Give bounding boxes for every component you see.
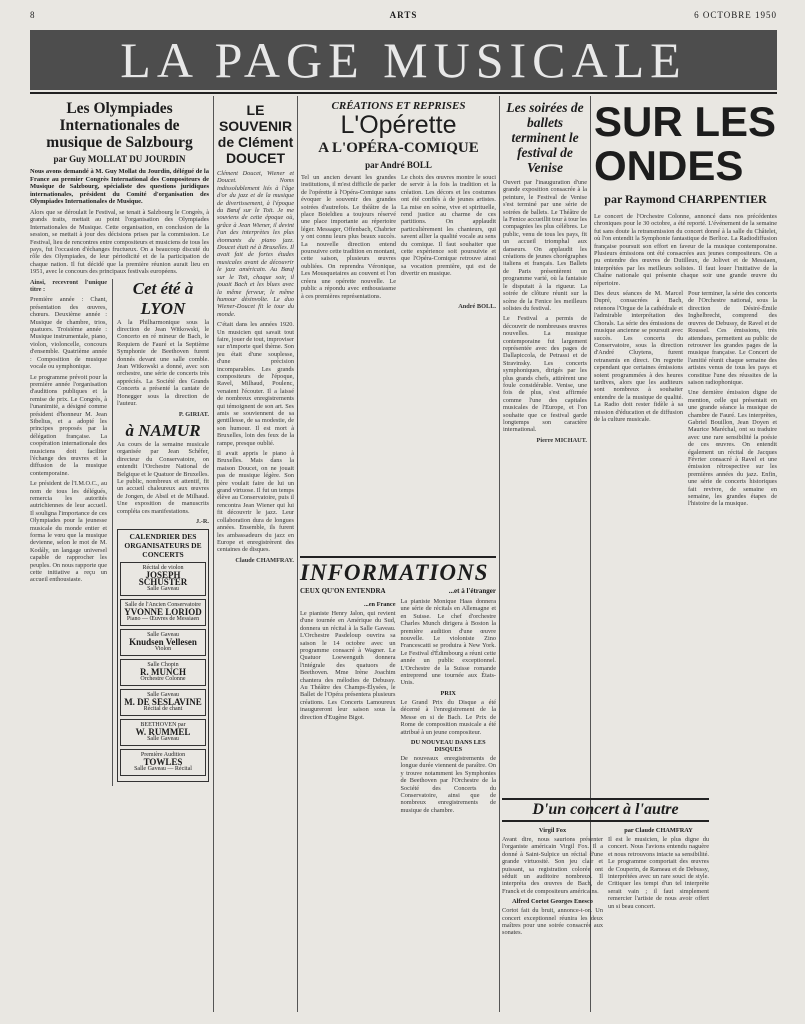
concert-ad-top: Salle Gaveau [147,692,179,699]
concert-ad-top: Salle Gaveau [147,632,179,639]
issue-date: 6 OCTOBRE 1950 [694,10,777,20]
prizes-title: Ainsi, recevront l'unique titre : [30,278,107,294]
article-title: L'Opérette [340,111,457,139]
article-body: Clément Doucet, Wiener et Doucet. Noms indissolublement liés à l'âge d'or du jazz et de la musique de divertissement, à l'époque du Bœuf sur le Toit. Je me souviens de cette époque où, grâce à Jean Wiener, il devint l'un des interprètes les plus étonnants du piano jazz. Doucet était né à Bruxelles. Il avait fait de fortes études musicales avant de découvrir le jazz américain. Au Bœuf sur le Toit, chaque soir, il jouait Bach et les blues avec la même ferveur, le même humour désinvolte. Le duo Wiener-Doucet fit le tour du monde. [217,170,294,318]
concert-ad-sub: Salle Gaveau [147,736,179,743]
en-france-label: ...en France [364,601,396,608]
concert-ad-sub: Salle Gaveau — Récital [134,766,192,773]
concert-ad-top: Salle Chopin [147,662,179,669]
disques-body: De nouveaux enregistrements de longue durée viennent de paraître. On y trouve notamment les Symphonies de Beethoven par l'Orchestre de la Société des Concerts du Conservatoire, ainsi que de nombreux enregistrements de musique de chambre. [400,754,496,814]
informations-section [300,556,496,1008]
article-operette [301,96,496,552]
article-title: Les soirées de ballets terminent le festival de Venise [506,100,584,175]
concert-title: D'un concert à l'autre [502,798,709,822]
concert-body-3: Il est le musicien, le plus digne du concert. Nous l'avions entendu naguère et nous retrouvons intacte sa sensibilité. Le programme comportait des œuvres de Couperin, de Rameau et de Debussy, interprétées avec un rare souci de style. Critiquer les tempi d'un tel interprète serait vain ; il faut simplement remercier l'artiste de nous avoir offert un si beau concert. [608,836,709,910]
informations-body: Le pianiste Henry Jalon, qui revient d'une tournée en Amérique du Sud, donnera un récital à la Salle Gaveau. L'Orchestre Pasdeloup ouvrira sa saison le 14 octobre avec un programme consacré à Wagner. Le Quatuor Loewenguth donnera l'intégrale des quatuors de Beethoven. Mme Irène Joachim chantera des mélodies de Debussy. Au Théâtre des Champs-Élysées, le Ballet de l'Opéra présentera plusieurs créations. Les Concerts Lamoureux inaugureront leur saison sous la direction d'Eugène Bigot. [300,610,396,721]
page-header [30,8,777,22]
article-subtitle: A L'OPÉRA-COMIQUE [318,140,479,156]
concert-ad-sub: Piano — Œuvres de Messiaen [126,616,200,623]
concert-ad-sub: Orchestre Colonne [140,676,186,683]
concert-ad-name: YVONNE LORIOD [124,607,202,618]
column-rule [297,96,298,1012]
concert-body-1: Avant dire, nous saurions présenter l'organiste américain Virgil Fox. Il a donné à Saint-Sulpice un récital d'une grande virtuosité. Son jeu clair et puissant, sa registration colorée ont séduit un auditoire nombreux. Il interpréta des œuvres de Bach, de Franck et de compositeurs américains. [502,836,603,895]
page-number: 8 [30,10,35,20]
concert-ad [120,719,206,746]
column-rule [499,96,500,1012]
prizes-list: Première année : Chant, présentation des œuvres, chœurs. Deuxième année : Musique de chambre, trios, quatuors. Troisième année : Musique instrumentale, piano, violon, violoncelle, concours d'ensemble. Quatrième année : Composition de musique vocale ou symphonique. [30,296,107,371]
article-title: Les Olympiades Internationales de musique de Salzbourg [46,100,193,151]
concert-ad [120,689,206,716]
informations-left-subtitle: CEUX QU'ON ENTENDRA [300,587,386,595]
informations-body-2: La pianiste Monique Haas donnera une série de récitals en Allemagne et en Suisse. Le chef d'orchestre Charles Munch dirigera à Boston la première audition d'une œuvre nouvelle. Le violoniste Zino Francescatti se produira à New York. Le Festival d'Édimbourg a réuni cette année un public exceptionnel. L'Orchestre de la Suisse romande entreprend une tournée aux États-Unis. [400,598,496,687]
section-banner: LA PAGE MUSICALE [30,30,777,90]
concert-ad-top: Récital de violon [142,565,184,572]
namur-body: Au cours de la semaine musicale organisée par Jean Schéfer, directeur du Conservatoire, on entendit l'Orchestre National de Belgique et le Quatuor de Bruxelles. Le public, nombreux et attentif, fit un accueil chaleureux aux œuvres de Jongen, de Absil et de Milhaud. Une exposition de manuscrits compléta ces manifestations. [117,440,209,515]
concert-name-1: Virgil Fox [538,827,567,834]
namur-title: à NAMUR [125,420,201,440]
article-body-2: Le programme prévoit pour la première année l'organisation d'auditions publiques et la remise de prix. Le Congrès, à l'unanimité, a désigné comme président d'honneur M. Jean Sibelius, et a adopté les principes proposés par la délégation française. La coopération internationale des musiciens doit faciliter l'échange des œuvres et la diffusion de la musique contemporaine. [30,373,107,477]
concert-ad-name: Knudsen Vellesen [129,637,197,648]
column-rule [213,96,214,1012]
publication-name: ARTS [389,10,418,20]
lyon-signature: P. GIRIAT. [178,410,209,418]
article-intro: Nous avons demandé à M. Guy Mollat du Jourdin, délégué de la France au premier Congrès International des Compositeurs de Musique de Salzbourg, spécialiste des questions juridiques internationales, président du Comité d'organisation des Olympiades Internationales de Musique. [30,168,209,206]
article-signature: André BOLL. [458,302,496,310]
article-title: LE SOUVENIR de Clément DOUCET [217,102,294,166]
concert-name-2: Alfred Cortot Georges Enesco [512,898,593,906]
article-body-2: Le Festival a permis de découvrir de nombreuses œuvres nouvelles. La musique contemporaine fut largement représentée avec des pages de Dallapiccola, de Petrassi et de Stravinsky. Les concerts symphoniques, dirigés par les plus grands chefs, attirèrent une foule considérable. Venise, une fois de plus, s'est affirmée comme l'une des capitales musicales de l'Europe, et l'on souhaite que ce festival garde longtemps son caractère international. [503,315,587,434]
calendar-ads [120,562,206,776]
article-body: Tel un ancien devant les grandes institutions, il m'est difficile de parler de l'opérette à l'Opéra-Comique sans évoquer le souvenir des grandes soirées d'autrefois. Le théâtre de la place Boieldieu a toujours réservé une place importante au répertoire léger. Messager, Offenbach, Chabrier y ont connu leurs plus beaux succès. La nouvelle direction entend poursuivre cette tradition en montant, cette saison, plusieurs œuvres oubliées. On reprendra Véronique, Les Mousquetaires au couvent et l'on créera une opérette nouvelle. Le public a répondu avec enthousiasme à ces premières représentations. [301,174,396,300]
article-ondes [594,96,777,1012]
concert-ad-sub: Violon [154,646,172,653]
article-signature: Pierre MICHAUT. [536,436,587,444]
prix-body: Le Grand Prix du Disque a été décerné à l'enregistrement de la Messe en si de Bach. Le Prix de Rome de composition musicale a été attribué à un jeune compositeur. [400,698,496,736]
article-body-3: Le président de l'I.M.O.C., au nom de tous les délégués, remercia les autorités autrichiennes de leur accueil. Il souligna l'importance de ces Olympiades pour la jeunesse musicale du monde entier et forma le vœu que la musique devienne, selon le mot de M. Kodály, un langage universel capable de rapprocher les peuples. On nous rapporte que cette initiative a reçu un accueil enthousiaste. [30,480,107,584]
concert-body-2: Cortot fait du bruit, annonce-t-on. Un concert exceptionnel réunira les deux maîtres pour une soirée consacrée aux sonates. [502,907,603,937]
informations-right-subtitle: ...et à l'étranger [448,587,496,595]
disques-title: DU NOUVEAU DANS LES DISQUES [410,738,486,753]
article-doucet [217,96,294,1012]
banner-rule [30,92,777,94]
concert-ad [120,629,206,656]
concert-ad-name: JOSEPH SCHUSTER [138,570,188,588]
concert-ad-sub: Récital de chant [143,706,183,713]
article-body: Ouvert par l'inauguration d'une grande exposition consacrée à la peinture, le Festival de Venise s'est terminé par une série de soirées de ballets. Le Théâtre de la Fenice accueillit tour à tour les compagnies les plus célèbres. Le public, venu de tous les pays, fit un accueil triomphal aux danseurs. On applaudit les créations de jeunes chorégraphes italiens et français. Les Ballets de Paris présentèrent un programme varié, où la fantaisie le disputait à la rigueur. La soirée de clôture réunit sur la scène de la Fenice les meilleurs solistes du festival. [503,179,587,312]
concert-ad-name: M. DE SESLAVINE [124,697,202,708]
article-body-3: Il avait appris le piano à Bruxelles. Mais dans la maison Doucet, on ne jouait pas de musique légère. Son père voulait faire de lui un grand virtuose. Il fut un temps élève au Conservatoire, puis il rencontra Jean Wiener qui lui fit découvrir le jazz. Leur collaboration dura de longues années. Ensemble, ils furent les ambassadeurs du jazz en Europe et enregistrèrent des centaines de disques. [217,450,294,554]
article-body: Le concert de l'Orchestre Colonne, annoncé dans nos précédentes chroniques pour le 30 octobre, a été reporté. L'événement de la semaine fut sans doute la retransmission du concert donné à la salle du Châtelet, où l'on entendit la Symphonie fantastique de Berlioz. La Radiodiffusion française poursuit son effort en faveur de la musique contemporaine. Plusieurs émissions ont été consacrées aux jeunes compositeurs. On a pu entendre des œuvres de Dutilleux, de Jolivet et de Messiaen, interprétées par les meilleurs solistes. Il faut louer l'initiative de la Chaîne nationale qui présente chaque soir une grande œuvre du répertoire. [594,213,777,287]
article-body-3: Pour terminer, la série des concerts de l'Orchestre national, sous la direction de Désiré-Émile Inghelbrecht, comprend des œuvres de Debussy, de Ravel et de Roussel. Ces émissions, très attendues, permettent au public de retrouver les grandes pages de la musique française. Le Concert de l'amitié réunit chaque semaine des artistes venus de tous les pays et constitue l'une des réussites de la saison radiophonique. [688,290,777,386]
lyon-body: A la Philharmonique sous la direction de Jean Witkowski, le Concerto en ré mineur de Bach, le Requiem de Fauré et la Septième Symphonie de Beethoven furent donnés devant une salle comble. Jean Witkowski a donné, avec son orchestre, une série de concerts très appréciés. La Société des Grands Concerts a présenté la cantate de Honegger sous la direction de l'auteur. [117,318,209,408]
concert-ad-top: Salle de l'Ancien Conservatoire [125,602,201,609]
concert-ad-name: R. MUNCH [140,667,186,678]
article-body-2: Des deux séances de M. Marcel Dupré, consacrées à Bach, retenons l'Orgue de la cathédrale et l'admirable interprétation des Chorals. La série des émissions de musique ancienne se poursuit avec succès. Les concerts du Conservatoire, sous la direction d'André Cluytens, furent retransmis en direct. On regrette cependant que certaines émissions soient programmées à des heures tardives, alors que les auditeurs sont nombreux à souhaiter entendre de la musique de qualité. La Radio doit rester fidèle à sa mission d'éducation et de diffusion de la culture musicale. [594,290,683,423]
concert-ad-top: Première Audition [140,752,186,759]
concert-ad [120,659,206,686]
concert-ad-name: TOWLES [143,757,183,768]
concert-ad-name: W. RUMMEL [135,727,191,738]
article-byline: par André BOLL [365,160,432,170]
article-byline: par Guy MOLLAT DU JOURDIN [53,154,186,164]
concert-calendar [117,529,209,782]
informations-title: INFORMATIONS [300,560,489,585]
article-byline: par Raymond CHARPENTIER [604,192,767,206]
article-kicker: CRÉATIONS ET REPRISES [331,100,466,112]
article-body-2: Le choix des œuvres montre le souci de servir à la fois la tradition et la création. Les décors et les costumes ont été confiés à de jeunes artistes. La mise en scène, vive et spirituelle, rend justice au charme de ces partitions. On applaudit particulièrement les chanteurs, qui savent allier la qualité vocale au sens du comique. Il faut souhaiter que cette expérience soit poursuivie et que l'Opéra-Comique retrouve ainsi sa vocation première, qui est de divertir en musique. [401,174,496,278]
article-title: SUR LES ONDES [594,98,777,189]
concert-ad [120,562,206,596]
lyon-title: Cet été à LYON [132,278,194,318]
concert-ad-sub: Salle Gaveau [147,586,179,593]
article-body-4: Une dernière émission digne de mention, celle qui présentait en une grande séance la musique de chambre de Fauré. Les interprètes, Gabriel Bouillon, Jean Doyen et Maurice Maréchal, ont su traduire avec une rare sensibilité la poésie de ces œuvres. On entendit également un récital de Jacques Février consacré à Ravel et une émission rétrospective sur les premières années du jazz. Enfin, une série de concerts historiques fait revivre, de semaine en semaine, les grandes étapes de l'histoire de la musique. [688,389,777,508]
article-salzbourg [30,96,209,1012]
article-venise [503,96,587,792]
concert-ad-top: BEETHOVEN par [140,722,186,729]
concert-byline: par Claude CHAMFRAY [624,827,693,834]
namur-signature: J.-R. [196,517,209,525]
concert-ad [120,599,206,626]
calendar-title: CALENDRIER DES ORGANISATEURS DE CONCERTS [124,532,202,560]
article-body: Alors que se déroulait le Festival, se tenait à Salzbourg le Congrès, à grands traits, mettait au point l'organisation des Olympiades Internationales de Musique. Cette organisation, en conclusion de la session, se mettait à jour des décisions prises par la commission. Le Festival, lieu de rencontres entre compositeurs et musiciens de tous les pays, fut l'occasion d'échanges fructueux. On a beaucoup discuté du rôle des Olympiades, de leur périodicité et de la participation de chaque nation. Il fut décidé que la première réunion aurait lieu en 1951, avec le concours des principaux festivals européens. [30,208,209,276]
article-body-2: C'était dans les années 1920. Un musicien qui savait tout faire, jouer de tout, improviser sur n'importe quel thème. Son jeu était d'une souplesse, d'une précision incomparables. Les grands compositeurs de l'époque, Ravel, Milhaud, Poulenc, venaient l'écouter. Il a laissé de nombreux enregistrements qui témoignent de son art. Ses amis se souviennent de sa gentillesse, de sa modestie, de son humour. Il est mort à Bruxelles, loin des feux de la rampe, presque oublié. [217,321,294,447]
concert-ad [120,749,206,776]
article-signature: Claude CHAMFRAY. [235,556,294,564]
prix-title: PRIX [440,689,456,697]
